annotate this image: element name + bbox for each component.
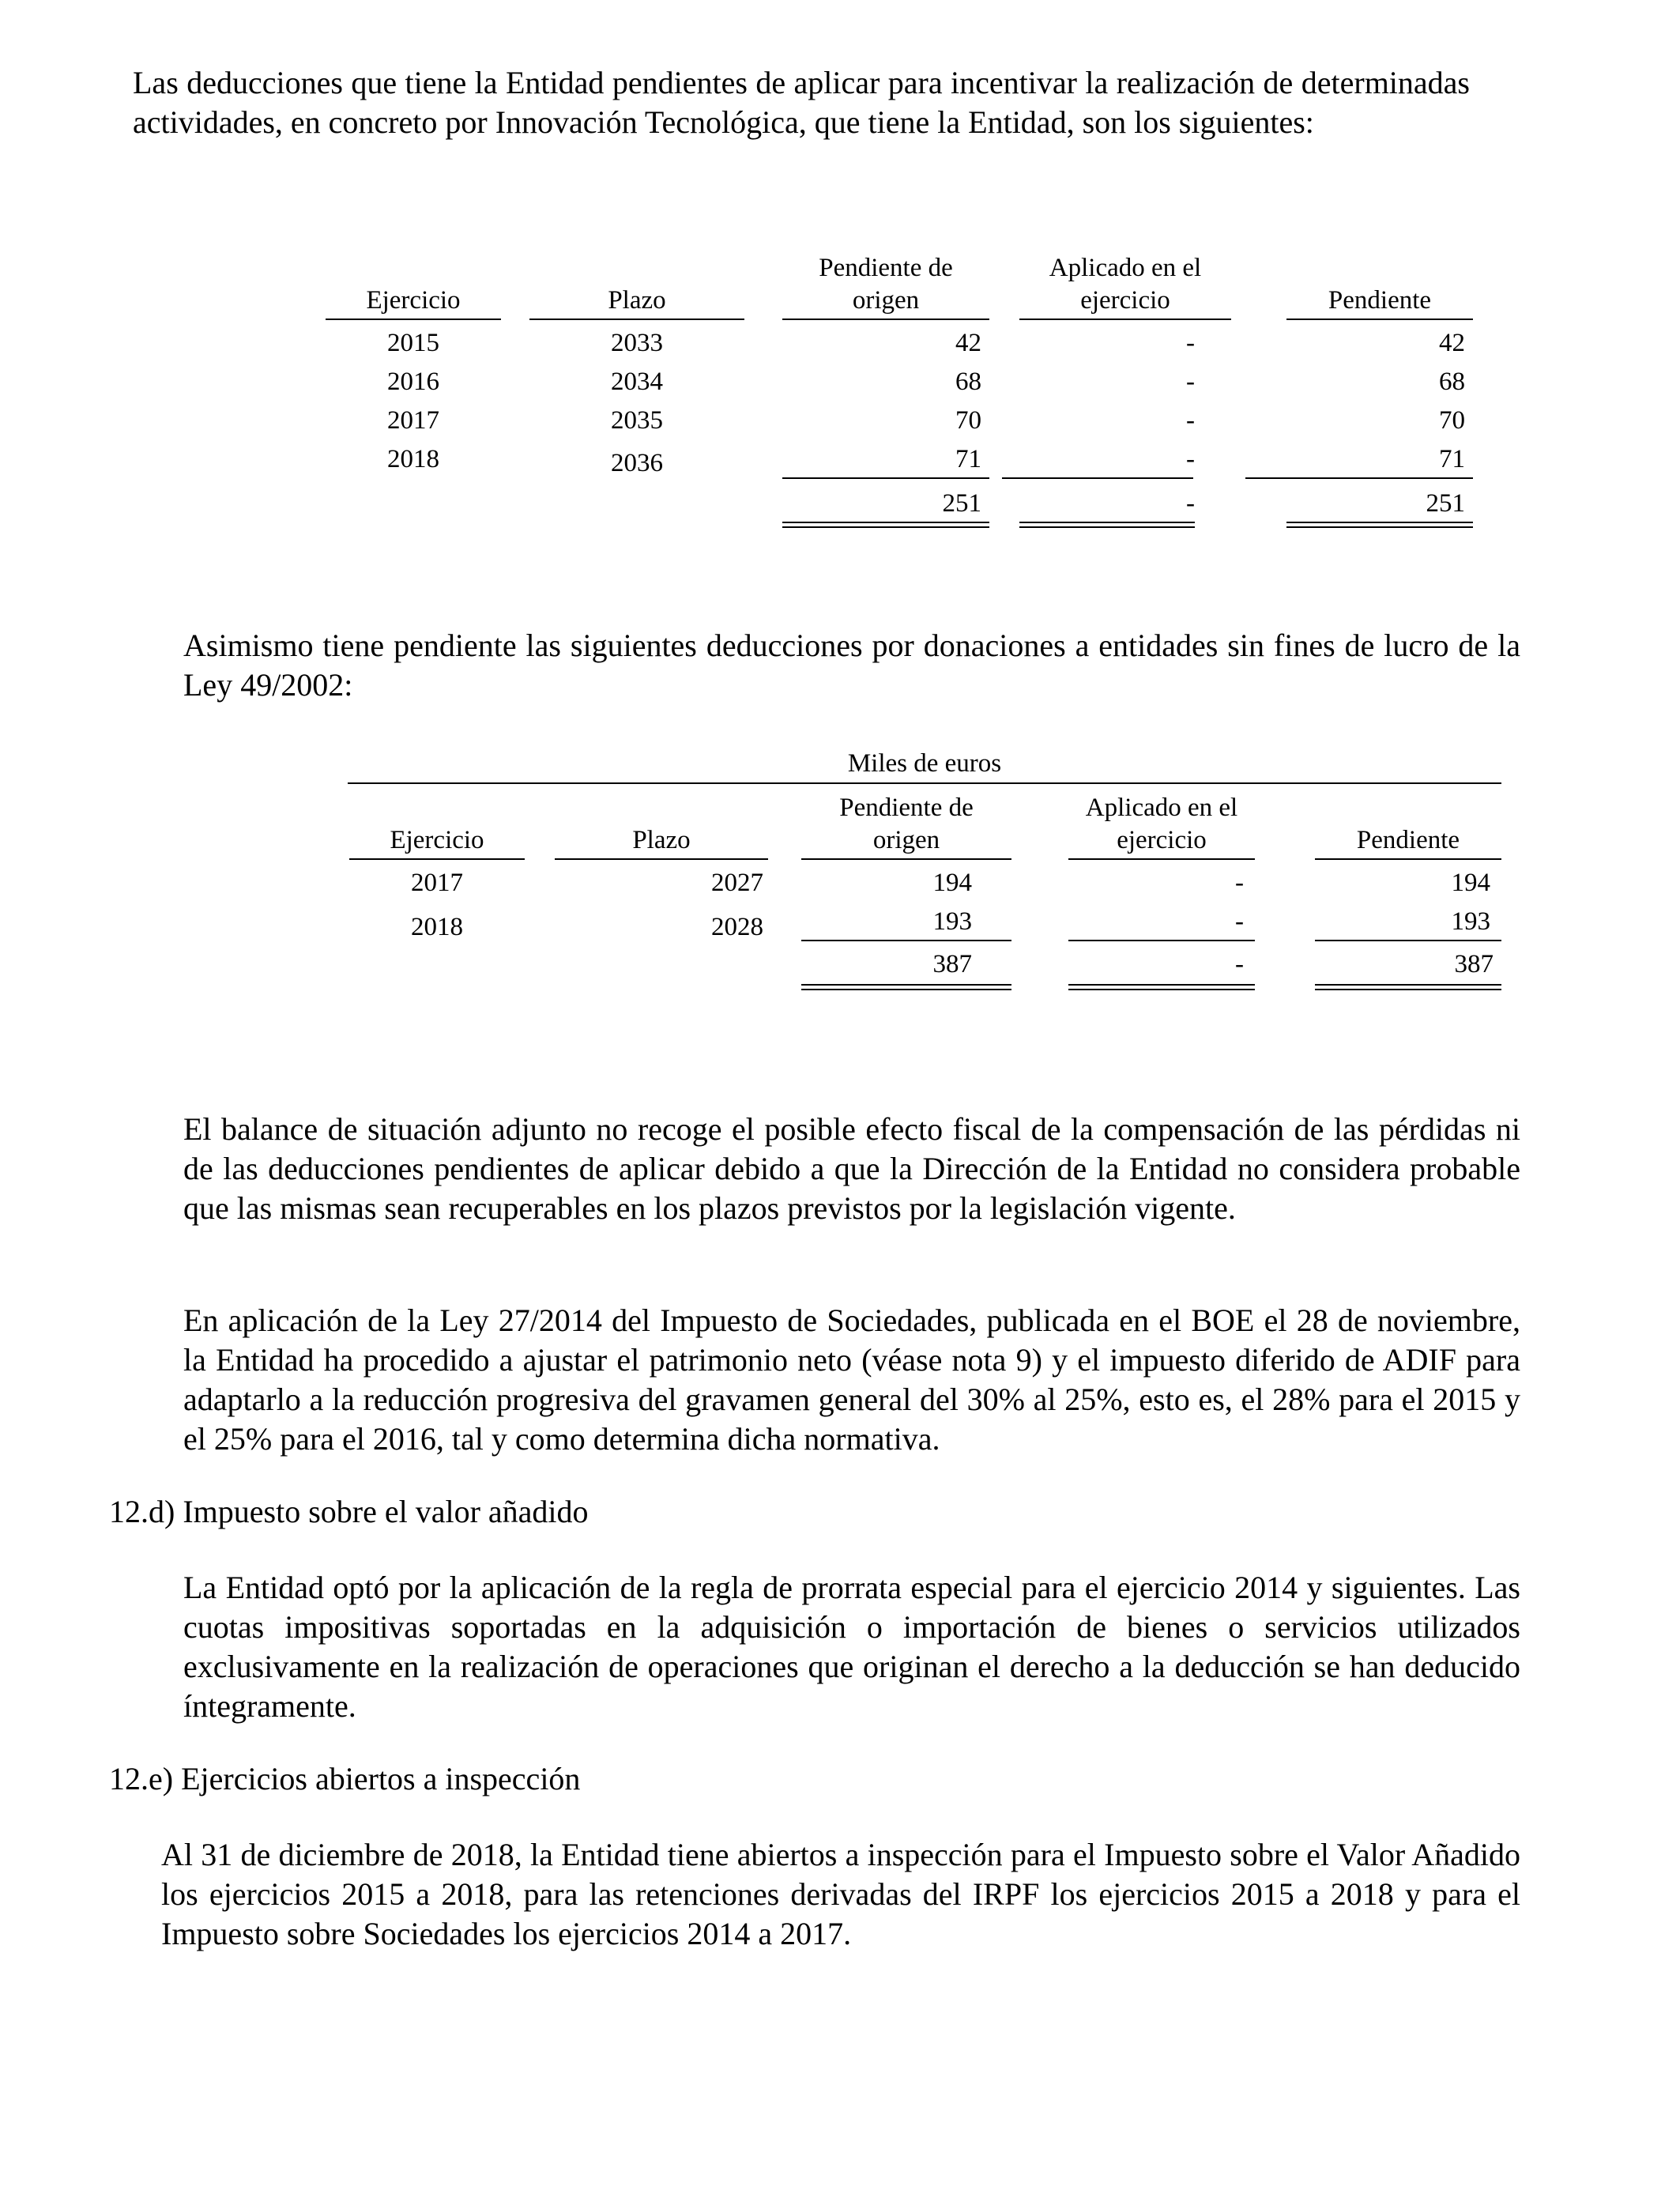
balance-paragraph: El balance de situación adjunto no recoge el posible efecto fiscal de la compensación de las pérdidas ni de las deducciones pendientes de aplicar debido a que la Dirección de la Entidad no considera probable que las mismas sean recuperables en los plazos previstos por la legislación vigente. [183, 1111, 1520, 1226]
t2-header-rule-pendiente [1315, 858, 1501, 860]
t1-subtotal-rule-pendiente [1245, 477, 1473, 479]
t1-header-rule-origen [782, 319, 989, 320]
t2-cell-pendiente: 194 [1451, 869, 1490, 897]
t1-total-aplicado: - [1186, 489, 1195, 518]
t1-cell-aplicado: - [1186, 329, 1195, 357]
t2-header-aplicado-line2: ejercicio [1117, 826, 1207, 854]
section-e-heading: 12.e) Ejercicios abiertos a inspección [109, 1761, 581, 1796]
t1-header-pendiente-origen-line1: Pendiente de [819, 254, 953, 282]
t1-subtotal-rule-origen [782, 477, 989, 479]
t1-total-double-rule-origen [782, 522, 989, 528]
intro-paragraph: Las deducciones que tiene la Entidad pendientes de aplicar para incentivar la realización de determinadas actividades, en concreto por Innovación Tecnológica, que tiene la Entidad, son los siguientes: [133, 65, 1470, 140]
t2-header-ejercicio: Ejercicio [390, 826, 484, 854]
t2-subtotal-rule-pendiente [1315, 940, 1501, 941]
t1-cell-plazo: 2035 [611, 406, 663, 435]
t1-subtotal-rule-aplicado [1002, 477, 1193, 479]
t2-cell-plazo: 2028 [711, 913, 763, 941]
t1-total-origen: 251 [942, 489, 981, 518]
t2-cell-aplicado: - [1235, 869, 1244, 897]
t1-cell-aplicado: - [1186, 445, 1195, 473]
t1-cell-pendiente: 68 [1439, 368, 1465, 396]
t1-cell-ejercicio: 2017 [387, 406, 439, 435]
t2-header-pendiente-origen-line2: origen [872, 826, 940, 854]
t1-header-rule-pendiente [1286, 319, 1473, 320]
t1-header-aplicado-line1: Aplicado en el [1049, 254, 1202, 282]
t2-caption-rule [348, 782, 1501, 784]
t1-header-plazo: Plazo [608, 286, 666, 315]
t2-cell-aplicado: - [1235, 907, 1244, 936]
t2-header-pendiente-origen-line1: Pendiente de [839, 794, 974, 822]
t2-header-rule-ejercicio [349, 858, 525, 860]
t1-header-rule-ejercicio [326, 319, 501, 320]
t2-cell-origen: 194 [932, 869, 972, 897]
t1-total-double-rule-aplicado [1019, 522, 1195, 528]
t1-cell-origen: 70 [955, 406, 981, 435]
t1-cell-ejercicio: 2016 [387, 368, 439, 396]
t2-cell-plazo: 2027 [711, 869, 763, 897]
t1-header-pendiente-origen-line2: origen [852, 286, 920, 315]
section-d-paragraph: La Entidad optó por la aplicación de la regla de prorrata especial para el ejercicio 2014 y siguientes. Las cuotas impositivas soportadas en la adquisición o importación de bienes o servicios utilizados exclusivamente en la realización de operaciones que originan el derecho a la deducción se han deducido íntegramente. [183, 1570, 1520, 1724]
t1-cell-ejercicio: 2015 [387, 329, 439, 357]
t2-total-double-rule-origen [801, 984, 1011, 990]
t2-cell-pendiente: 193 [1451, 907, 1490, 936]
t1-cell-aplicado: - [1186, 368, 1195, 396]
t2-cell-ejercicio: 2017 [411, 869, 463, 897]
t1-cell-plazo: 2036 [611, 449, 663, 477]
t2-subtotal-rule-origen [801, 940, 1011, 941]
t1-cell-pendiente: 70 [1439, 406, 1465, 435]
donaciones-paragraph: Asimismo tiene pendiente las siguientes deducciones por donaciones a entidades sin fines de lucro de la Ley 49/2002: [183, 628, 1520, 703]
t1-header-ejercicio: Ejercicio [366, 286, 461, 315]
t2-total-aplicado: - [1235, 950, 1244, 978]
ley-paragraph: En aplicación de la Ley 27/2014 del Impuesto de Sociedades, publicada en el BOE el 28 de noviembre, la Entidad ha procedido a ajustar el patrimonio neto (véase nota 9) y el impuesto diferido de ADIF para adaptarlo a la reducción progresiva del gravamen general del 30% al 25%, esto es, el 28% para el 2015 y el 25% para el 2016, tal y como determina dicha normativa. [183, 1302, 1520, 1457]
t1-cell-plazo: 2033 [611, 329, 663, 357]
t2-total-double-rule-aplicado [1068, 984, 1255, 990]
t1-cell-ejercicio: 2018 [387, 445, 439, 473]
t2-header-plazo: Plazo [632, 826, 691, 854]
t2-header-pendiente: Pendiente [1356, 826, 1460, 854]
t1-header-pendiente: Pendiente [1328, 286, 1432, 315]
t2-header-rule-aplicado [1068, 858, 1255, 860]
t2-caption: Miles de euros [847, 749, 1002, 778]
t2-total-origen: 387 [932, 950, 972, 978]
t2-cell-origen: 193 [932, 907, 972, 936]
t1-header-rule-plazo [529, 319, 744, 320]
section-d-heading: 12.d) Impuesto sobre el valor añadido [109, 1494, 589, 1529]
t2-cell-ejercicio: 2018 [411, 913, 463, 941]
t1-cell-origen: 42 [955, 329, 981, 357]
section-e-paragraph: Al 31 de diciembre de 2018, la Entidad tiene abiertos a inspección para el Impuesto sobre el Valor Añadido los ejercicios 2015 a 2018, para las retenciones derivadas del IRPF los ejercicios 2015 a 2018 y para el Impuesto sobre Sociedades los ejercicios 2014 a 2017. [161, 1837, 1520, 1951]
t1-cell-plazo: 2034 [611, 368, 663, 396]
t1-header-rule-aplicado [1019, 319, 1231, 320]
t1-cell-pendiente: 71 [1439, 445, 1465, 473]
t1-cell-origen: 68 [955, 368, 981, 396]
t1-cell-origen: 71 [955, 445, 981, 473]
t2-header-rule-plazo [555, 858, 768, 860]
t2-subtotal-rule-aplicado [1068, 940, 1255, 941]
t1-cell-aplicado: - [1186, 406, 1195, 435]
t2-header-rule-origen [801, 858, 1011, 860]
t2-header-aplicado-line1: Aplicado en el [1085, 794, 1238, 822]
t2-total-double-rule-pendiente [1315, 984, 1501, 990]
t1-total-double-rule-pendiente [1286, 522, 1473, 528]
t1-total-pendiente: 251 [1426, 489, 1465, 518]
t1-header-aplicado-line2: ejercicio [1080, 286, 1170, 315]
t1-cell-pendiente: 42 [1439, 329, 1465, 357]
t2-total-pendiente: 387 [1454, 950, 1494, 978]
